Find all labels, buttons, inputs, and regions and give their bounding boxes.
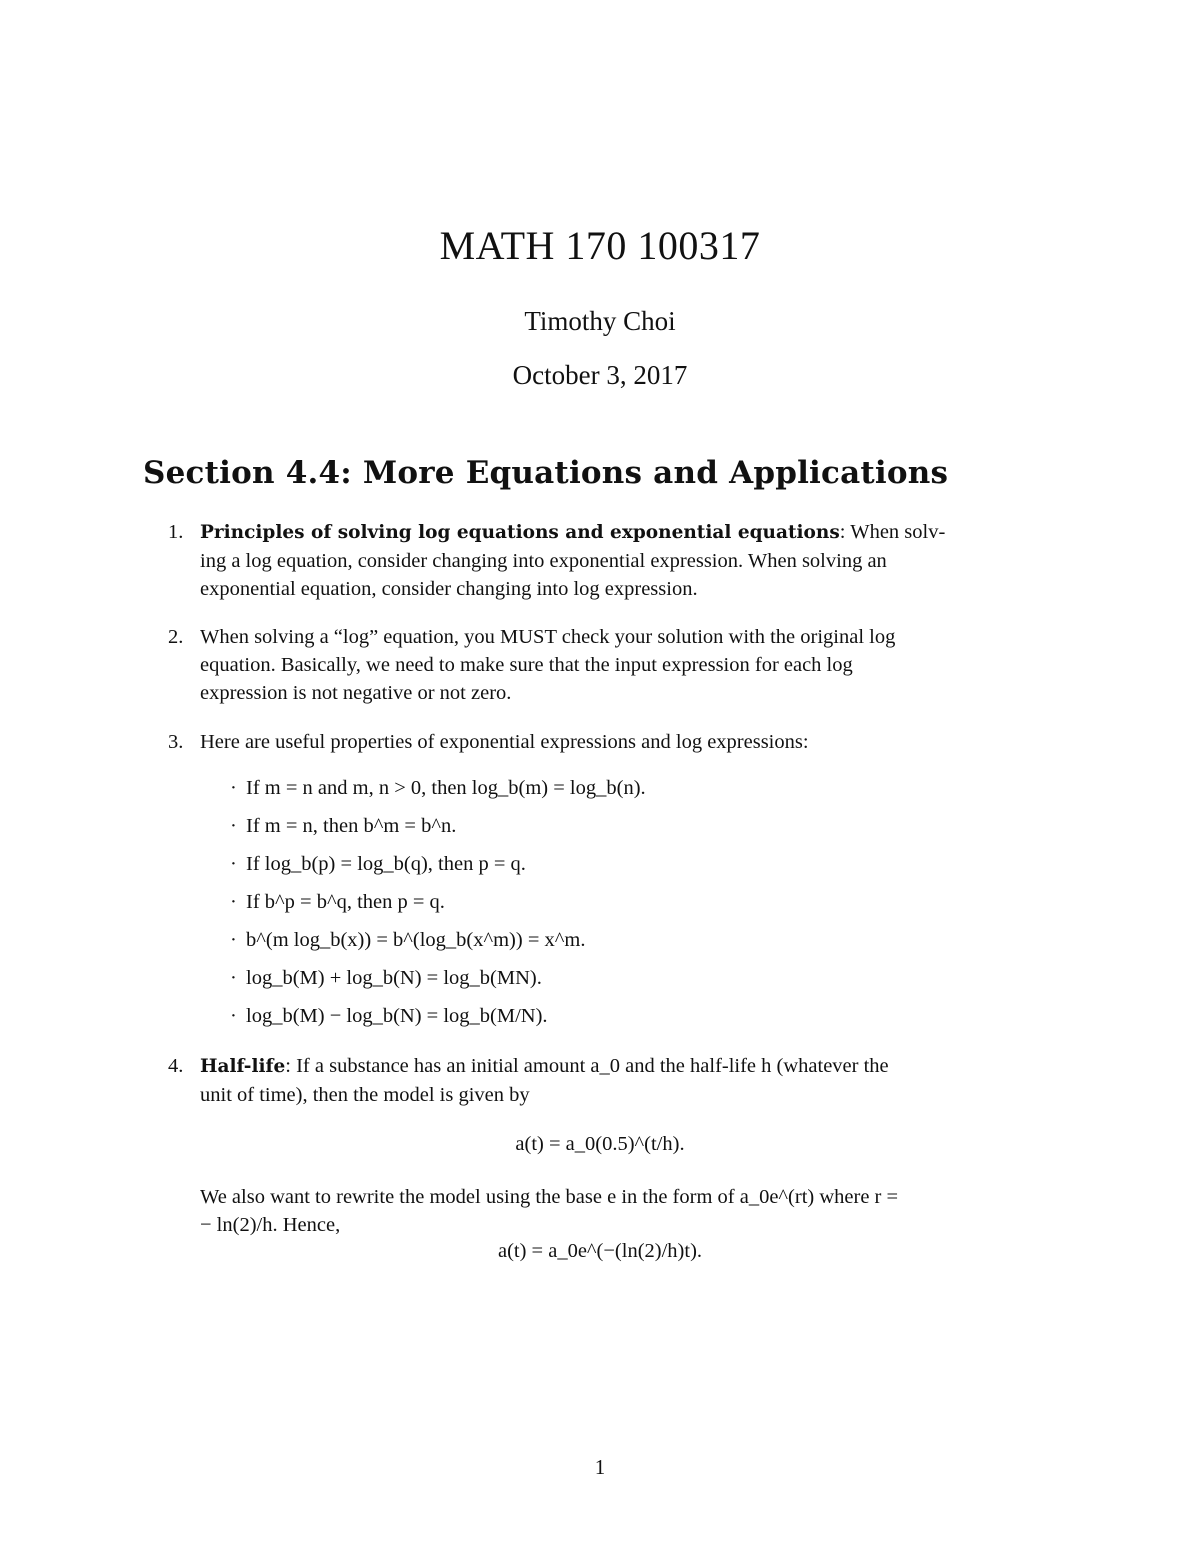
- item-line: equation. Basically, we need to make sure that the input expression for each log: [200, 654, 853, 676]
- item-line: We also want to rewrite the model using the base e in the form of a_0e^(rt) where r =: [200, 1186, 899, 1208]
- item-number: 2.: [168, 626, 184, 648]
- property-text: If log_b(p) = log_b(q), then p = q.: [246, 853, 526, 875]
- author-name: Timothy Choi: [524, 306, 676, 336]
- item-line: When solving a “log” equation, you MUST check your solution with the original log: [200, 626, 896, 648]
- item-line: exponential equation, consider changing into log expression.: [200, 578, 698, 600]
- property-text: If m = n, then b^m = b^n.: [246, 815, 457, 837]
- property-text: b^(m log_b(x)) = b^(log_b(x^m)) = x^m.: [246, 929, 586, 951]
- property-bullet: · b^(m log_b(x)) = b^(log_b(x^m)) = x^m.: [230, 929, 586, 951]
- property-bullet: · If m = n and m, n > 0, then log_b(m) = log_b(n).: [230, 777, 646, 799]
- list-item-3: [168, 728, 1060, 756]
- list-item-4-continued: [200, 1183, 1060, 1239]
- document-title: MATH 170 100317: [439, 223, 761, 268]
- page-number: 1: [594, 1455, 606, 1479]
- list-item-2: [168, 623, 1060, 707]
- item-line: − ln(2)/h. Hence,: [200, 1214, 341, 1236]
- item-line: Here are useful properties of exponential expressions and log expressions:: [200, 731, 809, 753]
- item-line: ing a log equation, consider changing into exponential expression. When solving an: [200, 550, 887, 572]
- item-bold-lead: Principles of solving log equations and exponential equations: [200, 522, 840, 543]
- item-bold-lead: Half-life: [200, 1056, 286, 1077]
- item-line: [200, 518, 1060, 547]
- property-text: If m = n and m, n > 0, then log_b(m) = log_b(n).: [246, 777, 646, 799]
- item-line: unit of time), then the model is given by: [200, 1084, 530, 1106]
- item-number: 1.: [168, 521, 184, 543]
- property-bullet: · If m = n, then b^m = b^n.: [230, 815, 457, 837]
- property-text: If b^p = b^q, then p = q.: [246, 891, 445, 913]
- item-text: : If a substance has an initial amount a_0 and the half-life h (whatever the: [285, 1055, 889, 1077]
- equation-half-life: a(t) = a_0(0.5)^(t/h).: [515, 1133, 685, 1155]
- item-line: [200, 1052, 1060, 1081]
- document-date: October 3, 2017: [512, 360, 688, 390]
- property-bullet: · log_b(M) + log_b(N) = log_b(MN).: [230, 967, 542, 989]
- equation-base-e: a(t) = a_0e^(−(ln(2)/h)t).: [497, 1240, 703, 1262]
- item-number: 3.: [168, 731, 184, 753]
- property-text: log_b(M) − log_b(N) = log_b(M/N).: [246, 1005, 548, 1027]
- property-bullet: · If b^p = b^q, then p = q.: [230, 891, 445, 913]
- section-heading: Section 4.4: More Equations and Applications: [143, 455, 949, 491]
- list-item-1: [168, 518, 1060, 603]
- list-item-4: [168, 1052, 1060, 1109]
- property-bullet: · If log_b(p) = log_b(q), then p = q.: [230, 853, 526, 875]
- property-bullet: · log_b(M) − log_b(N) = log_b(M/N).: [230, 1005, 548, 1027]
- item-number: 4.: [168, 1055, 184, 1077]
- property-text: log_b(M) + log_b(N) = log_b(MN).: [246, 967, 542, 989]
- item-line: expression is not negative or not zero.: [200, 682, 512, 704]
- item-text: : When solv-: [839, 521, 946, 543]
